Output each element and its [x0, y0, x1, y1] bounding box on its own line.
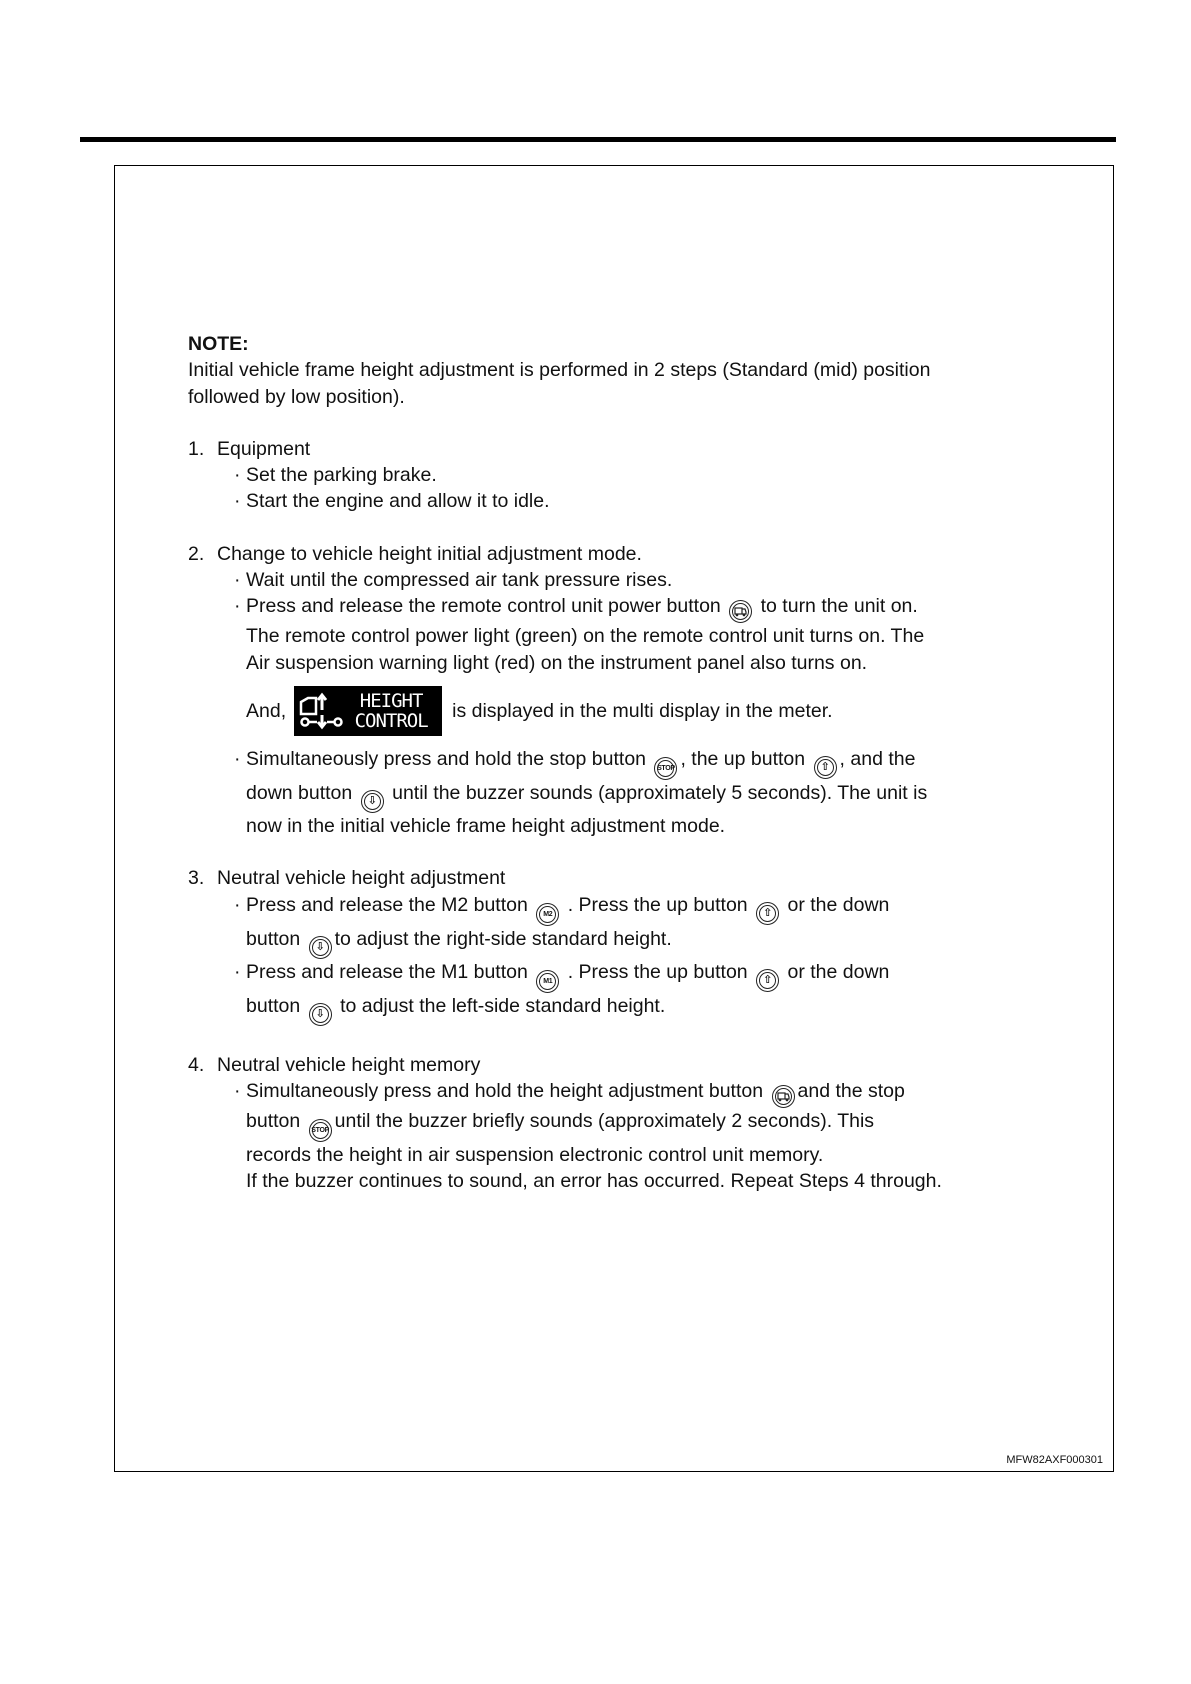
step-2-number: 2.: [188, 542, 205, 565]
step-4-bullet-1-line-3: records the height in air suspension electronic control unit memory.: [246, 1143, 824, 1166]
step-2-bullet-2-line-3: Air suspension warning light (red) on the instrument panel also turns on.: [246, 651, 868, 674]
step-1-bullet-2: · Start the engine and allow it to idle.: [234, 490, 550, 513]
stop-button-icon: STOP: [654, 757, 677, 780]
and-label: And,: [246, 699, 287, 722]
height-control-row: [246, 686, 1018, 736]
up-button-icon: ⇧: [814, 756, 837, 779]
step-2-bullet-3-line-2: down button ⇩ until the buzzer sounds (approximately 5 seconds). The unit is: [188, 780, 1018, 813]
note-content: [188, 331, 1018, 1194]
step-2-bullet-1: · Wait until the compressed air tank pressure rises.: [234, 569, 673, 592]
step-2-bullet-2-line-2: The remote control power light (green) on the remote control unit turns on. The: [246, 625, 925, 648]
power-button-icon: [729, 600, 752, 623]
step-2-bullet-3-line-3: now in the initial vehicle frame height adjustment mode.: [246, 814, 726, 837]
step-3-bullet-1-line-2: button ⇩ to adjust the right-side standard height.: [188, 926, 1018, 959]
document-code: MFW82AXF000301: [1006, 1454, 1103, 1466]
height-control-display: [294, 686, 442, 736]
header-rule: [80, 137, 1116, 142]
down-button-icon: ⇩: [309, 936, 332, 959]
vehicle-height-icon: [298, 692, 344, 730]
step-4-bullet-1-line-2: button STOP until the buzzer briefly sounds (approximately 2 seconds). This: [188, 1108, 1018, 1142]
step-4-number: 4.: [188, 1053, 205, 1076]
step-2-bullet-3: · Simultaneously press and hold the stop button STOP , the up button ⇧ , and the: [188, 746, 1018, 780]
step-1-title: Equipment: [217, 437, 311, 460]
step-1-heading: [188, 436, 1018, 462]
step-2-title: Change to vehicle height initial adjustment mode.: [217, 542, 642, 565]
display-line-1: HEIGHT: [359, 689, 423, 712]
step-1-bullet-1: · Set the parking brake.: [234, 464, 437, 487]
step-3-title: Neutral vehicle height adjustment: [217, 867, 506, 890]
note-line-2: followed by low position).: [188, 385, 405, 408]
up-button-icon: ⇧: [756, 969, 779, 992]
step-3-heading: [188, 865, 1018, 891]
display-caption: is displayed in the multi display in the meter.: [452, 699, 833, 722]
m1-button-icon: M1: [536, 970, 559, 993]
step-1-number: 1.: [188, 437, 205, 460]
down-button-icon: ⇩: [309, 1003, 332, 1026]
step-4-bullet-1: · Simultaneously press and hold the height adjustment button and the stop: [188, 1078, 1018, 1108]
step-3-bullet-2: · Press and release the M1 button M1 . Press the up button ⇧ or the down: [188, 959, 1018, 993]
step-3-number: 3.: [188, 867, 205, 890]
step-3-bullet-1: · Press and release the M2 button M2 . Press the up button ⇧ or the down: [188, 892, 1018, 926]
step-4-bullet-1-line-4: If the buzzer continues to sound, an error has occurred. Repeat Steps 4 through.: [246, 1170, 942, 1193]
step-4-heading: [188, 1052, 1018, 1078]
step-4-title: Neutral vehicle height memory: [217, 1053, 481, 1076]
height-adjustment-button-icon: [772, 1085, 795, 1108]
note-line-1: Initial vehicle frame height adjustment is performed in 2 steps (Standard (mid) position: [188, 359, 931, 382]
step-3-bullet-2-line-2: button ⇩ to adjust the left-side standard height.: [188, 993, 1018, 1026]
step-2-heading: [188, 541, 1018, 567]
down-button-icon: ⇩: [361, 790, 384, 813]
display-line-2: CONTROL: [354, 709, 428, 732]
m2-button-icon: M2: [536, 903, 559, 926]
stop-button-icon: STOP: [309, 1119, 332, 1142]
note-label: NOTE:: [188, 333, 249, 355]
step-2-bullet-2: · Press and release the remote control unit power button to turn the unit on.: [188, 593, 1018, 623]
up-button-icon: ⇧: [756, 902, 779, 925]
